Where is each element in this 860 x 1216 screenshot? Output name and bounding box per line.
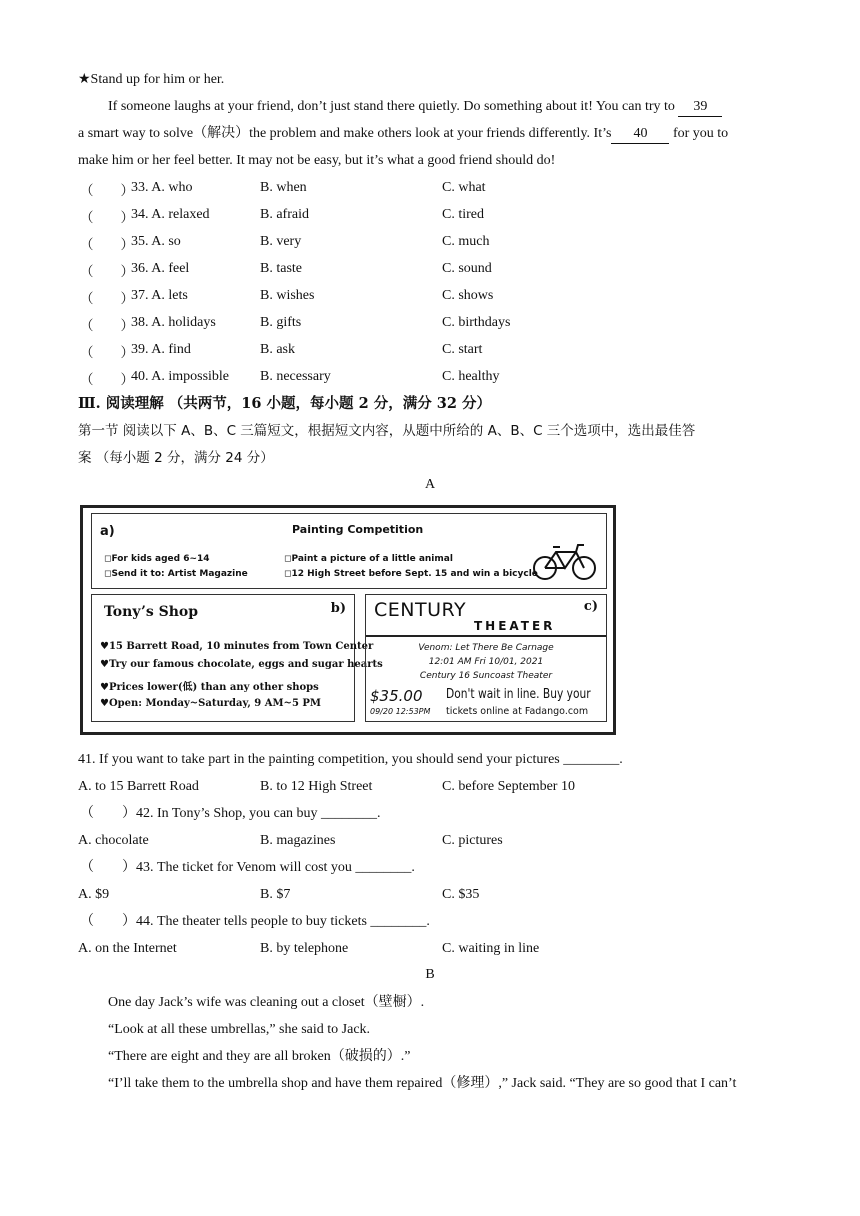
bicycle-icon [532, 542, 598, 582]
ad-line: ◻Paint a picture of a little animal [284, 554, 453, 564]
section-star-heading: ★Stand up for him or her. [78, 72, 225, 87]
answer-paren: （ ） [80, 183, 134, 199]
ticket-date: 09/20 12:53PM [370, 707, 431, 716]
option-b: B. very [260, 234, 302, 249]
tonys-shop-ad [91, 594, 383, 722]
option-c: C. sound [442, 261, 492, 276]
ad-line: ♥Prices lower(低) than any other shops [100, 682, 319, 693]
paragraph-text: for you to [669, 126, 729, 141]
ad-line: ♥15 Barrett Road, 10 minutes from Town Center [100, 641, 374, 652]
option-c: C. waiting in line [442, 941, 540, 956]
option-a: 38. A. holidays [131, 315, 216, 330]
option-c: C. tired [442, 207, 484, 222]
option-b: B. when [260, 180, 307, 195]
movie-time: 12:01 AM Fri 10/01, 2021 [428, 657, 544, 667]
passage-line: One day Jack’s wife was cleaning out a closet（壁橱）. [108, 995, 425, 1010]
option-a: 40. A. impossible [131, 369, 230, 384]
option-a: A. chocolate [78, 833, 149, 848]
painting-competition-ad [91, 513, 607, 589]
ad-line: ♥Try our famous chocolate, eggs and sugar hearts [100, 659, 383, 670]
option-b: B. afraid [260, 207, 309, 222]
option-a: 39. A. find [131, 342, 191, 357]
option-b: B. $7 [260, 887, 291, 902]
blank-39: 39 [678, 98, 722, 117]
option-a: A. on the Internet [78, 941, 177, 956]
option-c: C. much [442, 234, 490, 249]
section-instructions: 第一节 阅读以下 A、B、C 三篇短文，根据短文内容，从题中所给的 A、B、C 三个选项中，选出最佳答 [78, 423, 696, 439]
answer-paren: （ ） [80, 210, 134, 226]
ad-label-c: c) [583, 599, 598, 614]
paragraph-text: If someone laughs at your friend, don’t just stand there quietly. Do something about it! You can try to [108, 99, 679, 114]
option-a: A. to 15 Barrett Road [78, 779, 199, 794]
option-c: C. $35 [442, 887, 480, 902]
ad-line: ◻Send it to: Artist Magazine [104, 569, 248, 579]
passage-line: “There are eight and they are all broken（破损的）.” [108, 1049, 411, 1064]
ad-line: ♥Open: Monday~Saturday, 9 AM~5 PM [100, 698, 321, 709]
option-c: C. healthy [442, 369, 500, 384]
ad-label-a: a) [100, 524, 115, 539]
option-a: 37. A. lets [131, 288, 188, 303]
divider [366, 635, 606, 637]
option-c: C. birthdays [442, 315, 511, 330]
option-b: B. gifts [260, 315, 302, 330]
ad-website: tickets online at Fadango.com [446, 706, 589, 717]
question-stem: 41. If you want to take part in the painting competition, you should send your pictures ________. [78, 752, 623, 767]
option-a: 36. A. feel [131, 261, 190, 276]
option-c: C. what [442, 180, 486, 195]
paragraph-text: a smart way to solve（解决）the problem and make others look at your friends differently. It’s [78, 126, 612, 141]
answer-paren: （ ） [80, 318, 134, 334]
answer-paren: （ ） [80, 291, 134, 307]
theater-name: CENTURY [374, 599, 467, 621]
section-heading: Ⅲ. 阅读理解 （共两节，16 小题，每小题 2 分，满分 32 分） [78, 395, 491, 412]
answer-paren: （ ） [80, 264, 134, 280]
answer-paren: （ ） [80, 237, 134, 253]
option-b: B. necessary [260, 369, 331, 384]
option-c: C. pictures [442, 833, 503, 848]
question-stem: （ ）44. The theater tells people to buy tickets ________. [80, 914, 430, 929]
question-stem: （ ）42. In Tony’s Shop, you can buy ________. [80, 806, 381, 821]
century-theater-ad [365, 594, 607, 722]
blank-40: 40 [611, 125, 669, 144]
option-b: B. by telephone [260, 941, 349, 956]
question-stem: （ ）43. The ticket for Venom will cost you ________. [80, 860, 415, 875]
passage-label-a: A [424, 477, 436, 492]
movie-title: Venom: Let There Be Carnage [418, 643, 554, 653]
option-c: C. start [442, 342, 483, 357]
option-a: 33. A. who [131, 180, 193, 195]
answer-paren: （ ） [80, 345, 134, 361]
option-b: B. to 12 High Street [260, 779, 373, 794]
advertisement-figure [80, 505, 616, 735]
paragraph-line-1 [108, 98, 722, 117]
section-instructions-cont: 案 （每小题 2 分，满分 24 分） [78, 450, 274, 466]
theater-subtitle: THEATER [474, 619, 556, 633]
option-c: C. before September 10 [442, 779, 575, 794]
passage-line: “Look at all these umbrellas,” she said to Jack. [108, 1022, 371, 1037]
option-a: 34. A. relaxed [131, 207, 210, 222]
option-b: B. taste [260, 261, 302, 276]
option-a: 35. A. so [131, 234, 181, 249]
ad-line: ◻12 High Street before Sept. 15 and win a bicycle [284, 569, 538, 579]
answer-paren: （ ） [80, 372, 134, 388]
option-a: A. $9 [78, 887, 110, 902]
movie-venue: Century 16 Suncoast Theater [419, 671, 553, 681]
ad-label-b: b) [330, 601, 346, 616]
option-b: B. wishes [260, 288, 315, 303]
ad-line: ◻For kids aged 6~14 [104, 554, 210, 564]
passage-label-b: B [425, 967, 435, 982]
passage-line: “I’ll take them to the umbrella shop and have them repaired（修理）,” Jack said. “They are so good that I can’t [108, 1076, 737, 1091]
shop-title: Tony’s Shop [104, 604, 199, 620]
option-c: C. shows [442, 288, 494, 303]
paragraph-line-3: make him or her feel better. It may not be easy, but it’s what a good friend should do! [78, 153, 556, 168]
ad-slogan: Don't wait in line. Buy your [446, 687, 591, 702]
option-b: B. magazines [260, 833, 336, 848]
paragraph-line-2 [78, 125, 728, 144]
ad-title: Painting Competition [292, 523, 424, 536]
ticket-price: $35.00 [370, 687, 423, 705]
option-b: B. ask [260, 342, 295, 357]
